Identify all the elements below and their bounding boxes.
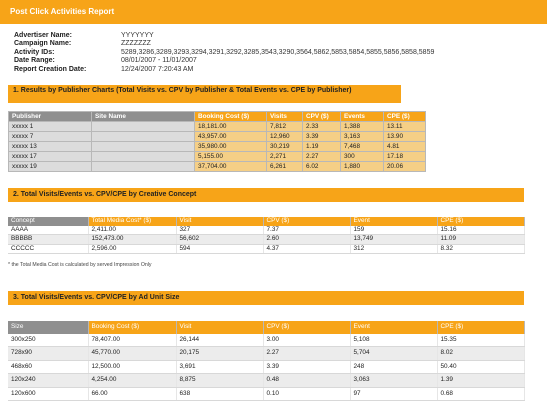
cell-cpe: 11.09 bbox=[437, 235, 524, 245]
cell-events: 1,388 bbox=[341, 122, 384, 132]
cell-cpv: 3.00 bbox=[263, 334, 350, 347]
meta-value: 08/01/2007 - 11/01/2007 bbox=[121, 57, 197, 65]
cell-total-media-cost: 152,473.00 bbox=[88, 235, 176, 245]
table-row bbox=[8, 334, 524, 347]
cell-event: 248 bbox=[350, 360, 437, 374]
cell-cpe: 13.11 bbox=[384, 122, 426, 132]
cell-cpv: 0.10 bbox=[263, 387, 350, 401]
cell-cpe: 1.39 bbox=[437, 374, 524, 388]
cell-concept: BBBBB bbox=[8, 235, 88, 245]
meta-row-activity-ids bbox=[14, 49, 434, 57]
cell-visit: 638 bbox=[176, 387, 263, 401]
column-header: Booking Cost ($) bbox=[195, 112, 267, 122]
meta-value: 12/24/2007 7:20:43 AM bbox=[121, 65, 194, 73]
column-header: Visit bbox=[176, 321, 263, 334]
cell-event: 3,063 bbox=[350, 374, 437, 388]
column-header: CPE ($) bbox=[437, 321, 524, 334]
column-header: Total Media Cost* ($) bbox=[88, 217, 176, 226]
section-2-title-bar bbox=[8, 188, 524, 202]
column-header: CPE ($) bbox=[437, 217, 524, 226]
cell-event: 5,704 bbox=[350, 347, 437, 361]
cell-visit: 594 bbox=[176, 244, 263, 254]
section-3-title-bar bbox=[8, 291, 524, 305]
cell-cpv: 2.60 bbox=[263, 235, 350, 245]
creative-concept-table bbox=[8, 217, 525, 254]
cell-booking-cost: 37,704.00 bbox=[195, 162, 267, 172]
cell-cpe: 20.06 bbox=[384, 162, 426, 172]
table-row bbox=[9, 162, 426, 172]
table-header-row bbox=[9, 112, 426, 122]
cell-cpv: 3.39 bbox=[263, 360, 350, 374]
table-header-row bbox=[8, 217, 524, 226]
cell-site-name bbox=[92, 162, 195, 172]
table-row bbox=[8, 347, 524, 361]
cell-cpe: 13.90 bbox=[384, 132, 426, 142]
cell-booking-cost: 12,500.00 bbox=[88, 360, 176, 374]
meta-row-date-range bbox=[14, 57, 434, 65]
section-1-title: 1. Results by Publisher Charts (Total Visits vs. CPV by Publisher & Total Events vs. CPE by Publisher) bbox=[13, 87, 352, 94]
report-title-bar bbox=[0, 0, 547, 24]
cell-publisher: xxxxx 7 bbox=[9, 132, 92, 142]
cell-site-name bbox=[92, 142, 195, 152]
cell-cpe: 8.02 bbox=[437, 347, 524, 361]
cell-publisher: xxxxx 17 bbox=[9, 152, 92, 162]
meta-label: Date Range: bbox=[14, 57, 55, 65]
cell-visits: 2,271 bbox=[267, 152, 303, 162]
meta-row-campaign bbox=[14, 40, 434, 48]
cell-cpv: 0.48 bbox=[263, 374, 350, 388]
cell-publisher: xxxxx 13 bbox=[9, 142, 92, 152]
cell-cpv: 7.37 bbox=[263, 226, 350, 235]
column-header: Site Name bbox=[92, 112, 195, 122]
cell-cpe: 0.68 bbox=[437, 387, 524, 401]
cell-visits: 12,960 bbox=[267, 132, 303, 142]
cell-booking-cost: 18,181.00 bbox=[195, 122, 267, 132]
cell-event: 312 bbox=[350, 244, 437, 254]
column-header: CPV ($) bbox=[263, 321, 350, 334]
cell-cpe: 50.40 bbox=[437, 360, 524, 374]
meta-row-advertiser bbox=[14, 32, 434, 40]
cell-concept: AAAA bbox=[8, 226, 88, 235]
table-row bbox=[9, 132, 426, 142]
cell-cpv: 2.33 bbox=[303, 122, 341, 132]
column-header: Booking Cost ($) bbox=[88, 321, 176, 334]
table-row bbox=[8, 226, 524, 235]
cell-events: 3,163 bbox=[341, 132, 384, 142]
cell-cpv: 2.27 bbox=[303, 152, 341, 162]
cell-booking-cost: 78,407.00 bbox=[88, 334, 176, 347]
cell-total-media-cost: 2,596.00 bbox=[88, 244, 176, 254]
column-header: Events bbox=[341, 112, 384, 122]
column-header: Event bbox=[350, 217, 437, 226]
cell-site-name bbox=[92, 152, 195, 162]
section-1-title-bar bbox=[8, 85, 401, 103]
cell-concept: CCCCC bbox=[8, 244, 88, 254]
cell-visit: 26,144 bbox=[176, 334, 263, 347]
cell-size: 728x90 bbox=[8, 347, 88, 361]
column-header: Visit bbox=[176, 217, 263, 226]
meta-label: Advertiser Name: bbox=[14, 32, 72, 39]
cell-cpv: 3.39 bbox=[303, 132, 341, 142]
cell-cpv: 4.37 bbox=[263, 244, 350, 254]
cell-site-name bbox=[92, 122, 195, 132]
table-row bbox=[8, 235, 524, 245]
cell-visit: 56,602 bbox=[176, 235, 263, 245]
cell-event: 13,749 bbox=[350, 235, 437, 245]
publisher-results-table bbox=[8, 111, 426, 172]
column-header: Publisher bbox=[9, 112, 92, 122]
cell-cpv: 2.27 bbox=[263, 347, 350, 361]
cell-visit: 20,175 bbox=[176, 347, 263, 361]
cell-booking-cost: 5,155.00 bbox=[195, 152, 267, 162]
cell-publisher: xxxxx 19 bbox=[9, 162, 92, 172]
cell-booking-cost: 4,254.00 bbox=[88, 374, 176, 388]
meta-value: 5289,3286,3289,3293,3294,3291,3292,3285,3543,3290,3564,5862,5853,5854,5855,5856,5858,5859 bbox=[121, 48, 435, 56]
column-header: Concept bbox=[8, 217, 88, 226]
column-header: CPV ($) bbox=[303, 112, 341, 122]
table-row bbox=[8, 374, 524, 388]
cell-publisher: xxxxx 1 bbox=[9, 122, 92, 132]
cell-booking-cost: 66.00 bbox=[88, 387, 176, 401]
cell-cpv: 1.19 bbox=[303, 142, 341, 152]
report-metadata bbox=[14, 32, 434, 74]
table-header-row bbox=[8, 321, 524, 334]
cell-site-name bbox=[92, 132, 195, 142]
cell-cpe: 17.18 bbox=[384, 152, 426, 162]
footnote: * the Total Media Cost is calculated by served Impression Only bbox=[8, 262, 152, 268]
meta-label: Report Creation Date: bbox=[14, 65, 87, 73]
cell-visit: 8,875 bbox=[176, 374, 263, 388]
cell-visits: 6,261 bbox=[267, 162, 303, 172]
cell-cpe: 4.81 bbox=[384, 142, 426, 152]
cell-booking-cost: 45,770.00 bbox=[88, 347, 176, 361]
cell-size: 120x240 bbox=[8, 374, 88, 388]
cell-events: 1,880 bbox=[341, 162, 384, 172]
cell-events: 300 bbox=[341, 152, 384, 162]
cell-event: 159 bbox=[350, 226, 437, 235]
column-header: CPE ($) bbox=[384, 112, 426, 122]
meta-row-creation-date bbox=[14, 66, 434, 74]
cell-total-media-cost: 2,411.00 bbox=[88, 226, 176, 235]
cell-event: 5,108 bbox=[350, 334, 437, 347]
column-header: Size bbox=[8, 321, 88, 334]
cell-visits: 7,812 bbox=[267, 122, 303, 132]
cell-cpe: 15.16 bbox=[437, 226, 524, 235]
table-row bbox=[9, 142, 426, 152]
meta-label: Campaign Name: bbox=[14, 40, 72, 48]
cell-size: 120x600 bbox=[8, 387, 88, 401]
cell-events: 7,468 bbox=[341, 142, 384, 152]
section-2-title: 2. Total Visits/Events vs. CPV/CPE by Creative Concept bbox=[13, 191, 197, 198]
table-row bbox=[9, 152, 426, 162]
table-row bbox=[9, 122, 426, 132]
meta-label: Activity IDs: bbox=[14, 48, 55, 56]
cell-booking-cost: 43,957.00 bbox=[195, 132, 267, 142]
meta-value: YYYYYYY bbox=[121, 32, 154, 39]
cell-visit: 327 bbox=[176, 226, 263, 235]
cell-visits: 30,219 bbox=[267, 142, 303, 152]
cell-size: 300x250 bbox=[8, 334, 88, 347]
section-3-title: 3. Total Visits/Events vs. CPV/CPE by Ad Unit Size bbox=[13, 294, 180, 301]
column-header: CPV ($) bbox=[263, 217, 350, 226]
cell-cpv: 6.02 bbox=[303, 162, 341, 172]
column-header: Event bbox=[350, 321, 437, 334]
table-row bbox=[8, 244, 524, 254]
cell-event: 97 bbox=[350, 387, 437, 401]
table-row bbox=[8, 360, 524, 374]
cell-booking-cost: 35,980.00 bbox=[195, 142, 267, 152]
cell-cpe: 8.32 bbox=[437, 244, 524, 254]
column-header: Visits bbox=[267, 112, 303, 122]
meta-value: ZZZZZZZ bbox=[121, 40, 151, 48]
cell-visit: 3,691 bbox=[176, 360, 263, 374]
report-title: Post Click Activities Report bbox=[10, 7, 115, 16]
table-row bbox=[8, 387, 524, 401]
cell-size: 468x60 bbox=[8, 360, 88, 374]
ad-unit-size-table bbox=[8, 321, 525, 401]
cell-cpe: 15.35 bbox=[437, 334, 524, 347]
